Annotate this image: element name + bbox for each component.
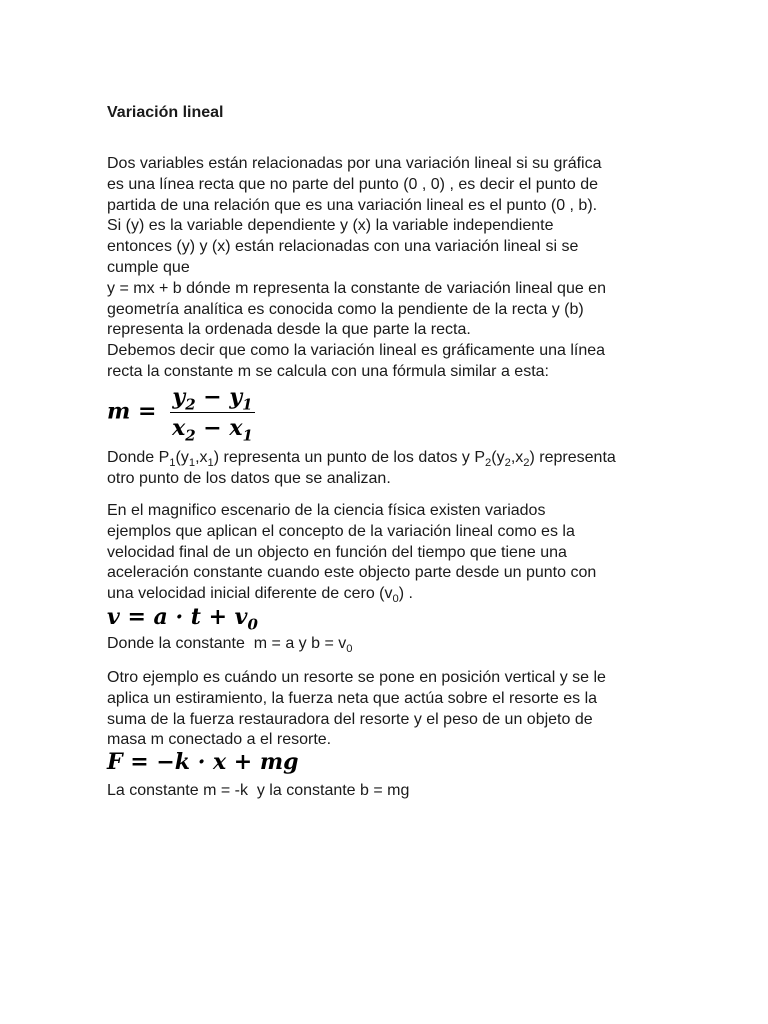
- text-line: Donde la constante m = a y $b = v_0$: [107, 635, 353, 656]
- text-line: En el magnifico escenario de la ciencia física existen variados: [107, 502, 546, 519]
- paragraph-points: [107, 448, 667, 490]
- text-line: masa m conectado a el resorte.: [107, 731, 332, 749]
- paragraph-spring-example: [107, 668, 667, 751]
- text-line: recta la constante m se calcula con una fórmula similar a esta:: [107, 362, 549, 380]
- paragraph-definition: [107, 154, 667, 383]
- text-line: otro punto de los datos que se analizan.: [107, 469, 391, 487]
- force-formula: F = −k · x + mg: [107, 749, 299, 775]
- text-line: Dos variables están relacionadas por una variación lineal si su gráfica: [107, 155, 602, 172]
- formula-fraction: [170, 384, 255, 445]
- slope-formula: [107, 384, 255, 445]
- text-line: geometría analítica es conocida como la pendiente de la recta y (b): [107, 300, 584, 318]
- formula-equals: =: [137, 398, 157, 425]
- text-line: Debemos decir que como la variación lineal es gráficamente una línea: [107, 342, 606, 360]
- text-line: y = mx + b dónde m representa la constante de variación lineal que en: [107, 279, 606, 297]
- paragraph-physics-example: [107, 501, 667, 605]
- text-line: una velocidad inicial diferente de cero $(v_0)$ .: [107, 585, 413, 606]
- text-line: Otro ejemplo es cuándo un resorte se pone en posición vertical y se le: [107, 669, 606, 686]
- text-line: velocidad final de un objecto en función del tiempo que tiene una: [107, 543, 567, 561]
- text-line: entonces (y) y (x) están relacionadas con una variación lineal si se: [107, 238, 579, 256]
- text-line: aceleración constante cuando este objecto parte desde un punto con: [107, 564, 597, 582]
- fraction-numerator: $y_2 - y_1$: [170, 384, 255, 413]
- fraction-denominator: $x_2 - x_1$: [172, 415, 253, 445]
- text-line: representa la ordenada desde la que parte la recta.: [107, 321, 471, 339]
- text-line: Donde $P_1(y_1,x_1)$ representa un punto de los datos y $P_2(y_2,x_2)$ representa: [107, 449, 616, 470]
- paragraph-force-constants: [107, 781, 667, 802]
- text-line: suma de la fuerza restauradora del resorte y el peso de un objeto de: [107, 710, 593, 728]
- formula-lhs: m: [107, 398, 131, 425]
- text-line: cumple que: [107, 258, 190, 276]
- text-line: La constante m = -k y la constante b = mg: [107, 782, 410, 799]
- text-line: aplica un estiramiento, la fuerza neta que actúa sobre el resorte es la: [107, 689, 598, 707]
- paragraph-velocity-constants: [107, 634, 667, 655]
- text-line: es una línea recta que no parte del punto (0 , 0) , es decir el punto de: [107, 175, 598, 193]
- text-line: Si (y) es la variable dependiente y (x) la variable independiente: [107, 217, 554, 235]
- velocity-formula: $v = a \cdot t + v_0$: [107, 604, 258, 634]
- text-line: partida de una relación que es una variación lineal es el punto (0 , b).: [107, 196, 598, 214]
- text-line: ejemplos que aplican el concepto de la variación lineal como es la: [107, 522, 575, 540]
- page-title: Variación lineal: [107, 104, 224, 121]
